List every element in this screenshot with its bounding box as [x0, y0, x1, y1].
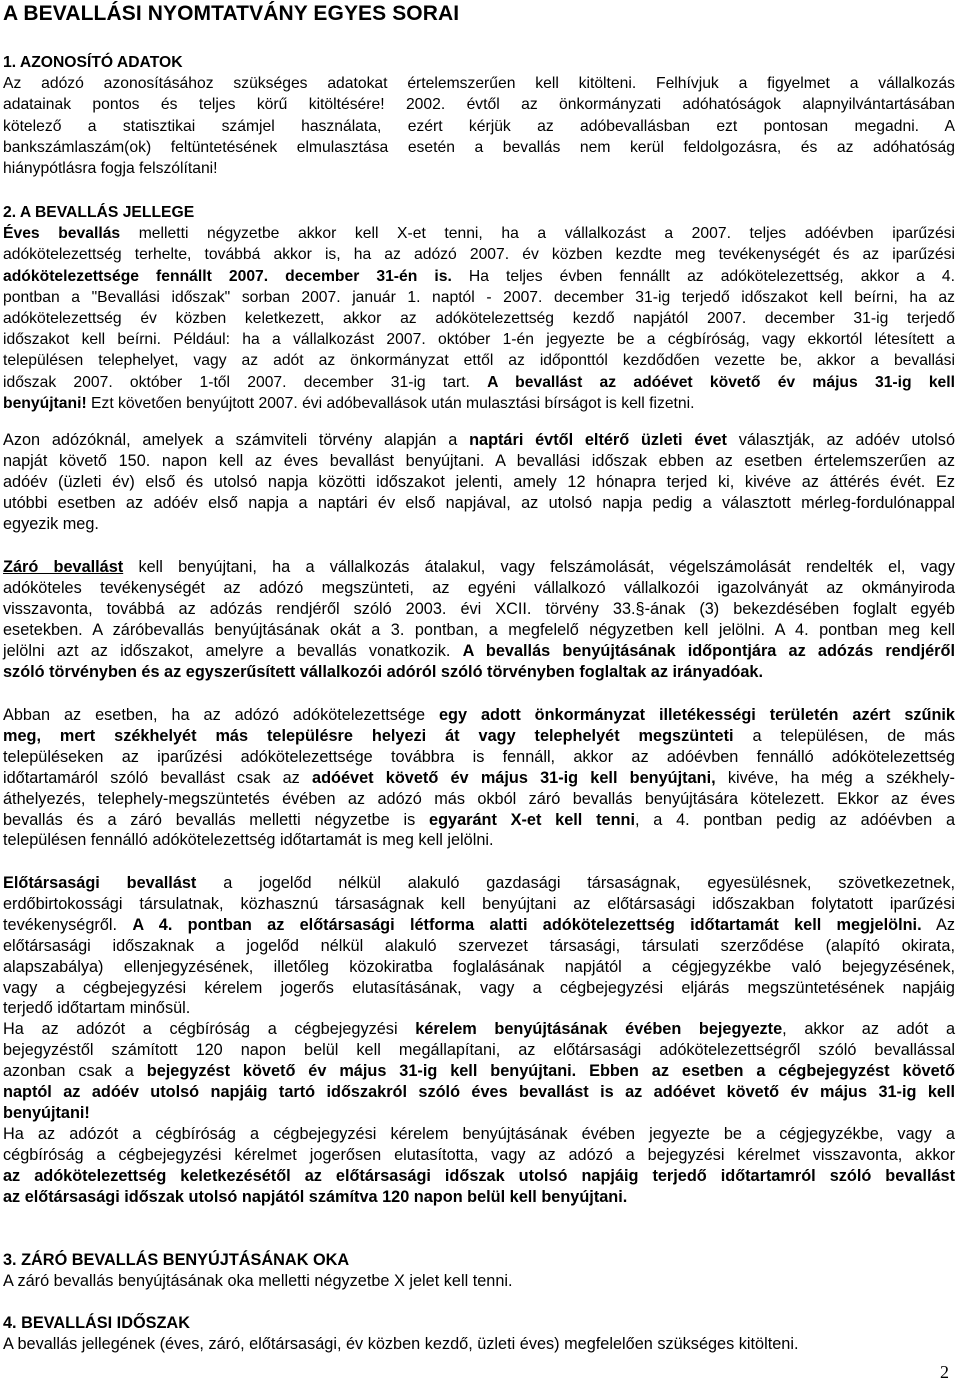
paragraph-line: pontban a "Bevallási időszak" sorban 2007. január 1. naptól - 2007. december 31-ig terjedő időszakot kell beírni, ha az	[3, 288, 955, 306]
paragraph-line	[3, 1166, 955, 1187]
paragraph-line: A bevallás jellegének (éves, záró, előtársasági, év közben kezdő, üzleti éves) megfelelően szükséges kitölteni.	[3, 1334, 799, 1353]
paragraph-line: egyezik meg.	[3, 514, 99, 533]
text: a jogelőd nélkül alakuló gazdasági társaságnak, egyesülésnek, szövetkezetnek,	[196, 874, 955, 892]
paragraph-line: Az adózó azonosításához szükséges adatokat értelemszerűen kell kitölteni. Felhívjuk a figyelmet a vállalkozás	[3, 75, 955, 93]
text: tevékenységről.	[3, 915, 133, 934]
section-identification	[3, 52, 955, 179]
bold-text: kérelem benyújtásának évében bejegyezte	[415, 1020, 783, 1039]
bold-text	[3, 558, 123, 576]
paragraph-line: cégbíróság a cégbejegyzési kérelmet jogerősen elutasította, vagy az adózó a bejegyzési kérelmet visszavonta, akkor	[3, 1145, 955, 1164]
text: kell benyújtani, ha a vállalkozás átalakul, vagy felszámolását, végelszámolását rendelték el, vagy	[123, 558, 956, 576]
paragraph-line	[3, 266, 955, 287]
paragraph-line	[3, 915, 955, 936]
text: Abban az esetben, ha az adózó adókötelezettsége	[3, 706, 439, 724]
bold-text: az előtársasági időszak utolsó napjától számítva 120 napon belül kell benyújtani.	[3, 1187, 628, 1206]
text: Ezt követően benyújtott 2007. évi adóbevallások után mulasztási bírságot is kell fizetni.	[86, 394, 695, 412]
paragraph-line: terjedő időtartam minősül.	[3, 999, 191, 1018]
bold-text: benyújtani!	[3, 394, 87, 412]
text: azonban csak a	[3, 1062, 147, 1081]
bold-text: naptári évtől eltérő üzleti évet	[469, 431, 727, 449]
paragraph-line	[3, 1061, 955, 1082]
text: jelölni azt az időszakot, amelyre a bevallás vonatkozik.	[3, 641, 463, 660]
bold-text: A bevallást az adóévet követő év május 31-ig kell	[487, 373, 955, 391]
paragraph-line: időszakot kell beírni. Például: ha a vállalkozást 2007. október 1-én jegyezte be a cégbíróság, vagy ekkortól létesített a	[3, 331, 955, 349]
text: , a 4. pontban pedig az adóévben a	[635, 810, 955, 829]
paragraph-line: visszavonta, továbbá az adózás rendjéről szóló 2003. évi XCII. törvény 33.§-ának (3) bekezdésében foglalt egyéb	[3, 599, 955, 618]
paragraph-line	[3, 810, 955, 831]
paragraph-line: adókötelezettség év közben keletkezett, akkor az adókötelezettség kezdő napjától 2007. december 31-ig terjedő	[3, 310, 955, 328]
section-heading: 1. AZONOSÍTÓ ADATOK	[3, 54, 183, 71]
page-number: 2	[940, 1362, 949, 1382]
paragraph-line	[3, 726, 955, 747]
paragraph-line: adóév (üzleti év) első és utolsó napja közötti időszakot jelenti, amely 12 hónapra terjed ki, kivéve az áttérés évét. Ez	[3, 472, 955, 491]
paragraph-line	[3, 223, 955, 244]
section-heading: 4. BEVALLÁSI IDŐSZAK	[3, 1314, 190, 1332]
paragraph-line: esetekben. A záróbevallás benyújtásának okát a 3. pontban, a megfelelő négyzetben kell jelölni. A 4. pontban meg kell	[3, 620, 955, 639]
underlined-text: Záró bevallást	[3, 558, 124, 576]
paragraph-line	[3, 1103, 955, 1124]
bold-text: A bevallás benyújtásának időpontjára az adózás rendjéről	[462, 641, 955, 660]
bold-text: szóló törvényben és az egyszerűsített vállalkozói adóról szóló törvényben foglaltak az irányadóak.	[3, 662, 764, 681]
paragraph-line	[3, 1187, 955, 1208]
paragraph-line: hiánypótlásra fogja felszólítani!	[3, 160, 218, 178]
paragraph-relocation	[3, 705, 955, 851]
paragraph-line	[3, 641, 955, 662]
text: , akkor az adót a	[782, 1020, 956, 1039]
bold-text: A 4. pontban az előtársasági létforma alatti adókötelezettség időtartamát kell megjelölni.	[132, 915, 922, 934]
paragraph-line: áthelyezés, telephely-megszüntetés évében az adózó más okból záró bevallás benyújtására kötelezett. Ekkor az éves	[3, 789, 955, 808]
paragraph-pre-company	[3, 873, 955, 1208]
paragraph-line	[3, 1019, 955, 1040]
paragraph-line: előtársasági időszaknak a jogelőd nélkül alakuló szervezet társasági, társulati szerződése (alapító okirata,	[3, 936, 955, 955]
bold-text: egyaránt X-et kell tenni	[429, 810, 635, 829]
paragraph-line	[3, 430, 955, 451]
section-heading: 2. A BEVALLÁS JELLEGE	[3, 204, 195, 221]
bold-text: egy adott önkormányzat illetékességi területén azért szűnik	[438, 706, 955, 724]
bold-text: Éves bevallás	[3, 225, 121, 243]
paragraph-line	[3, 372, 955, 393]
paragraph-final-return	[3, 557, 955, 682]
bold-text: adókötelezettsége fennállt 2007. december 31-én is.	[3, 267, 452, 285]
section-heading: 3. ZÁRÓ BEVALLÁS BENYÚJTÁSÁNAK OKA	[3, 1251, 350, 1269]
paragraph-line: bejegyzéstől számított 120 napon belül kell megállapítani, az előtársasági adókötelezettségről szóló bevallással	[3, 1041, 955, 1060]
paragraph-line: kötelező a statisztikai számjel használata, ezért kérjük az adóbevallásban ezt pontosan megadni. A	[3, 117, 955, 135]
text: időszak 2007. október 1-től 2007. december 31-ig tart.	[3, 373, 488, 391]
paragraph-line: településen telephelyet, vagy az adót az önkormányzat ettől az időponttól kezdődően vezette be, akkor a bevallási	[3, 352, 955, 370]
paragraph-line: vagy a cégbejegyzési kérelem jogerős elutasításának, vagy a cégbejegyzési eljárás megszüntetésének napjáig	[3, 978, 955, 997]
text: Az	[921, 915, 955, 934]
paragraph-line: napját követő 150. napon kell az éves bevallást benyújtani. A bevallási időszak ebben az esetben értelemszerűen az	[3, 451, 955, 470]
text: Ha az adózót a cégbíróság a cégbejegyzési	[3, 1020, 416, 1039]
paragraph-line: adókötelezettség terhelte, továbbá akkor is, ha az adózó 2007. év közben kezdte meg tevékenységét és az iparűzési	[3, 246, 955, 264]
text: időtartamáról szóló bevallást csak az	[3, 768, 313, 787]
bold-text: benyújtani!	[3, 1103, 90, 1122]
paragraph-line	[3, 705, 955, 726]
paragraph-fiscal-year	[3, 430, 955, 535]
paragraph-line: utóbbi esetben az adóév első napja a naptári év első napjával, az utolsó napja pedig a választott mérleg-fordulónappal	[3, 493, 955, 512]
text: bevallás és a záró bevallás melletti négyzetbe is	[3, 810, 430, 829]
bold-text: meg, mert székhelyét más településre helyezi át vagy telephelyét megszünteti	[3, 726, 734, 745]
paragraph-line	[3, 873, 955, 894]
text: Azon adózóknál, amelyek a számviteli törvény alapján a	[3, 431, 470, 449]
paragraph-line: erdőbirtokossági társulatnak, közhasznú társaságnak kell benyújtani az előtársasági időszakban folytatott iparűzési	[3, 894, 955, 913]
bold-text: az adókötelezettség keletkezésétől az előtársasági időszak utolsó napjáig terjedő időtartamról szóló bevallást	[3, 1166, 955, 1185]
text: választják, az adóév utolsó	[726, 431, 955, 449]
paragraph-line	[3, 1082, 955, 1103]
paragraph-line: Ha az adózót a cégbíróság a cégbejegyzési kérelem benyújtásának évében jegyezte be a cégjegyzékbe, vagy a	[3, 1124, 955, 1143]
paragraph-line: adóköteles tevékenységét az adózó megszünteti, az egyéni vállalkozó vállalkozói igazolványát az okmányiroda	[3, 578, 955, 597]
paragraph-line: településeken az iparűzési adókötelezettsége továbbra is fennáll, akkor az adóévben fennálló adókötelezettség	[3, 747, 955, 766]
text: Ha teljes évben fennállt az adókötelezettség, akkor a 4.	[451, 267, 955, 285]
paragraph-line	[3, 557, 955, 578]
paragraph-line: A záró bevallás benyújtásának oka melletti négyzetbe X jelet kell tenni.	[3, 1271, 513, 1290]
text: melletti négyzetbe akkor kell X-et tenni, ha a vállalkozást a 2007. teljes adóévben iparűzési	[120, 225, 956, 243]
paragraph-line: alapszabálya) ellenjegyzésének, illetőleg közokiratba foglalásának napjától a cégjegyzékbe való bejegyzésének,	[3, 957, 955, 976]
bold-text: Előtársasági bevallást	[3, 874, 197, 892]
paragraph-line: bankszámlaszám(ok) feltüntetésének elmulasztása esetén a bevallás nem kerül feldolgozásra, és az adóhatóság	[3, 138, 955, 156]
paragraph-line	[3, 768, 955, 789]
section-return-period	[3, 1313, 955, 1355]
bold-text: naptól az adóév utolsó napjáig tartó időszakról szóló éves bevallást is az adóévet követő év május 31-ig kell	[3, 1083, 955, 1102]
bold-text: bejegyzést követő év május 31-ig kell benyújtani. Ebben az esetben a cégbejegyzést követő	[146, 1062, 955, 1081]
paragraph-line: településen fennálló adókötelezettség időtartamát is meg kell jelölni.	[3, 831, 494, 850]
document-title: A BEVALLÁSI NYOMTATVÁNY EGYES SORAI	[3, 2, 460, 25]
section-final-return-reason	[3, 1250, 955, 1292]
text: a településen, de más	[733, 726, 955, 745]
bold-text: adóévet követő év május 31-ig kell benyújtani,	[312, 768, 716, 787]
paragraph-line: adatainak pontos és teljes körű kitöltésére! 2002. évtől az önkormányzati adóhatóságok alapnyilvántartásában	[3, 96, 955, 114]
paragraph-line	[3, 393, 955, 414]
text: kivéve, ha még a székhely-	[715, 768, 955, 787]
paragraph-line	[3, 662, 955, 683]
section-return-type	[3, 202, 955, 414]
